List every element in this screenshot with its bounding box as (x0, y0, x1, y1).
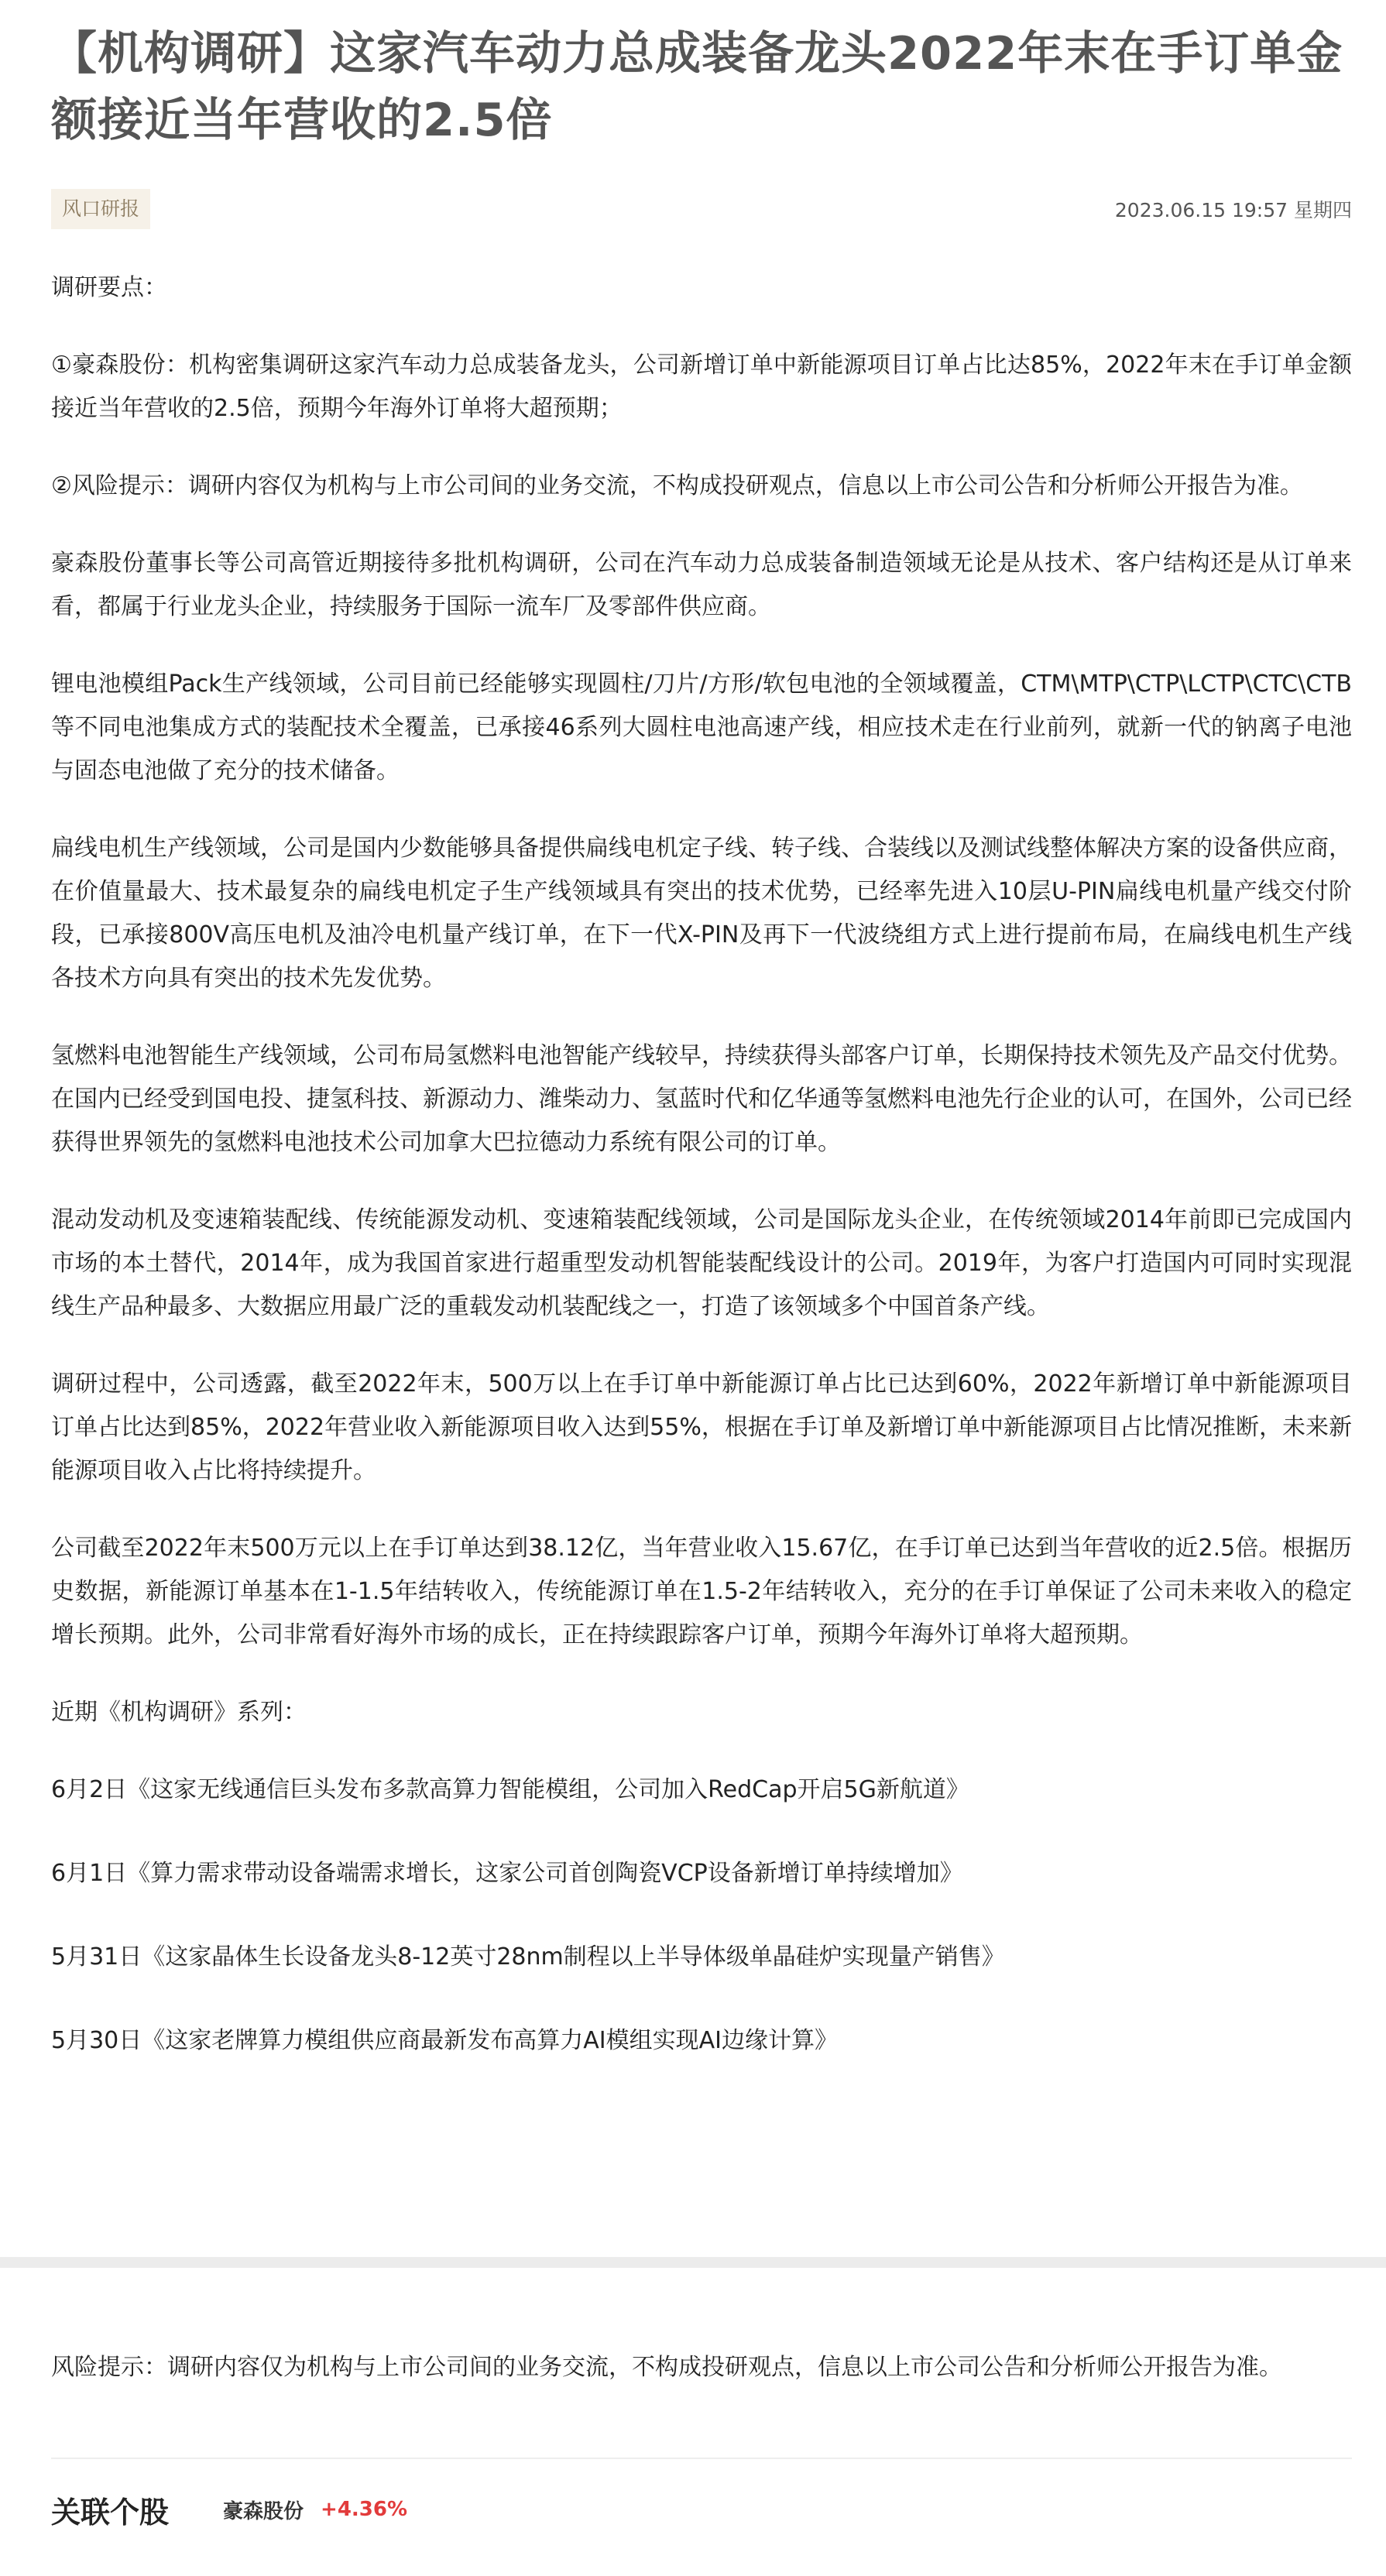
related-stocks-title: 关联个股 (51, 2495, 170, 2530)
publish-date: 2023.06.15 19:57 星期四 (1114, 199, 1352, 221)
paragraph: 氢燃料电池智能生产线领域，公司布局氢燃料电池智能产线较早，持续获得头部客户订单，长期保持技术领先及产品交付优势。在国内已经受到国电投、捷氢科技、新源动力、潍柴动力、氢蓝时代和亿华通等氢燃料电池先行企业的认可，在国外，公司已经获得世界领先的氢燃料电池技术公司加拿大巴拉德动力系统有限公司的订单。 (51, 1042, 1352, 1156)
section-divider (0, 2257, 1386, 2268)
series-heading: 近期《机构调研》系列： (51, 1699, 307, 1726)
article-body (51, 266, 1352, 2063)
series-link[interactable]: 6月2日《这家无线通信巨头发布多款高算力智能模组，公司加入RedCap开启5G新航道》 (51, 1776, 969, 1803)
paragraph: ①豪森股份：机构密集调研这家汽车动力总成装备龙头，公司新增订单中新能源项目订单占比达85%，2022年末在手订单金额接近当年营收的2.5倍，预期今年海外订单将大超预期； (51, 352, 1352, 422)
series-link[interactable]: 5月30日《这家老牌算力模组供应商最新发布高算力AI模组实现AI边缘计算》 (51, 2027, 839, 2054)
paragraph: 调研过程中，公司透露，截至2022年末，500万以上在手订单中新能源订单占比已达到60%，2022年新增订单中新能源项目订单占比达到85%，2022年营业收入新能源项目收入达到55%，根据在手订单及新增订单中新能源项目占比情况推断，未来新能源项目收入占比将持续提升。 (51, 1370, 1352, 1484)
paragraph: 扁线电机生产线领域，公司是国内少数能够具备提供扁线电机定子线、转子线、合装线以及测试线整体解决方案的设备供应商，在价值量最大、技术最复杂的扁线电机定子生产线领域具有突出的技术优势，已经率先进入10层U-PIN扁线电机量产线交付阶段，已承接800V高压电机及油冷电机量产线订单，在下一代X-PIN及再下一代波绕组方式上进行提前布局，在扁线电机生产线各技术方向具有突出的技术先发优势。 (51, 835, 1352, 992)
stock-name[interactable]: 豪森股份 (223, 2499, 304, 2523)
stock-change[interactable]: +4.36% (321, 2498, 408, 2521)
series-link[interactable]: 5月31日《这家晶体生长设备龙头8-12英寸28nm制程以上半导体级单晶硅炉实现量产销售》 (51, 1943, 1005, 1971)
article-meta (51, 189, 1352, 235)
risk-note: 风险提示：调研内容仅为机构与上市公司间的业务交流，不构成投研观点，信息以上市公司公告和分析师公开报告为准。 (51, 2354, 1282, 2381)
footer-divider (51, 2458, 1352, 2459)
paragraph: 公司截至2022年末500万元以上在手订单达到38.12亿，当年营业收入15.67亿，在手订单已达到当年营收的近2.5倍。根据历史数据，新能源订单基本在1-1.5年结转收入，传统能源订单在1.5-2年结转收入，充分的在手订单保证了公司未来收入的稳定增长预期。此外，公司非常看好海外市场的成长，正在持续跟踪客户订单，预期今年海外订单将大超预期。 (51, 1535, 1352, 1648)
series-link[interactable]: 6月1日《算力需求带动设备端需求增长，这家公司首创陶瓷VCP设备新增订单持续增加》 (51, 1860, 963, 1887)
paragraph: 豪森股份董事长等公司高管近期接待多批机构调研，公司在汽车动力总成装备制造领域无论是从技术、客户结构还是从订单来看，都属于行业龙头企业，持续服务于国际一流车厂及零部件供应商。 (51, 550, 1352, 620)
source-tag[interactable]: 风口研报 (51, 189, 150, 229)
article (51, 0, 1352, 2103)
paragraph: ②风险提示：调研内容仅为机构与上市公司间的业务交流，不构成投研观点，信息以上市公司公告和分析师公开报告为准。 (51, 472, 1303, 499)
article-title: 【机构调研】这家汽车动力总成装备龙头2022年末在手订单金额接近当年营收的2.5倍 (51, 26, 1343, 146)
related-stocks (51, 2482, 1352, 2537)
paragraph: 混动发动机及变速箱装配线、传统能源发动机、变速箱装配线领域，公司是国际龙头企业，在传统领域2014年前即已完成国内市场的本土替代，2014年，成为我国首家进行超重型发动机智能装配线设计的公司。2019年，为客户打造国内可同时实现混线生产品种最多、大数据应用最广泛的重载发动机装配线之一，打造了该领域多个中国首条产线。 (51, 1206, 1352, 1320)
paragraph: 调研要点： (51, 274, 167, 301)
paragraph: 锂电池模组Pack生产线领域，公司目前已经能够实现圆柱/刀片/方形/软包电池的全领域覆盖，CTM\MTP\CTP\LCTP\CTC\CTB等不同电池集成方式的装配技术全覆盖，已承接46系列大圆柱电池高速产线，相应技术走在行业前列，就新一代的钠离子电池与固态电池做了充分的技术储备。 (51, 671, 1352, 784)
article-footer (51, 2346, 1352, 2537)
